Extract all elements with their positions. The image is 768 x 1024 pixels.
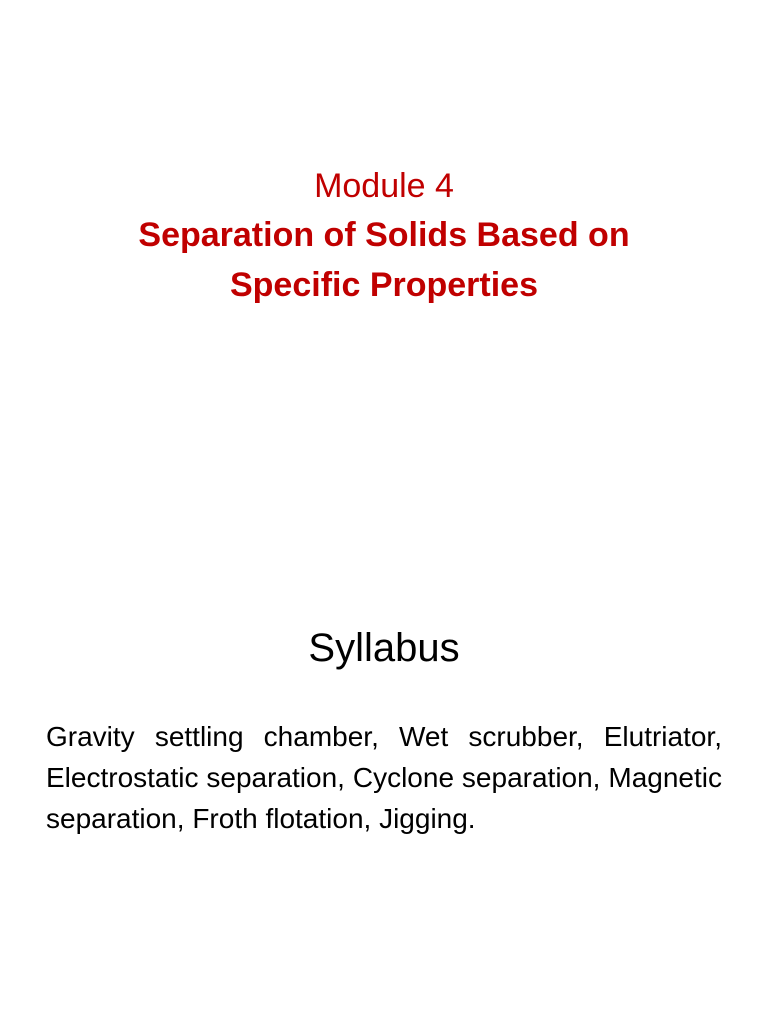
- module-label: Module 4: [314, 167, 454, 205]
- title-block: [0, 162, 768, 310]
- syllabus-slide: [0, 512, 768, 1024]
- syllabus-heading: Syllabus: [308, 626, 460, 670]
- syllabus-body: Gravity settling chamber, Wet scrubber, Elutriator, Electrostatic separation, Cyclone separation, Magnetic separation, Froth flotation, Jigging.: [46, 721, 722, 834]
- slide-title-line-2: Specific Properties: [229, 266, 538, 304]
- slide-title-line-1: Separation of Solids Based on: [138, 216, 630, 254]
